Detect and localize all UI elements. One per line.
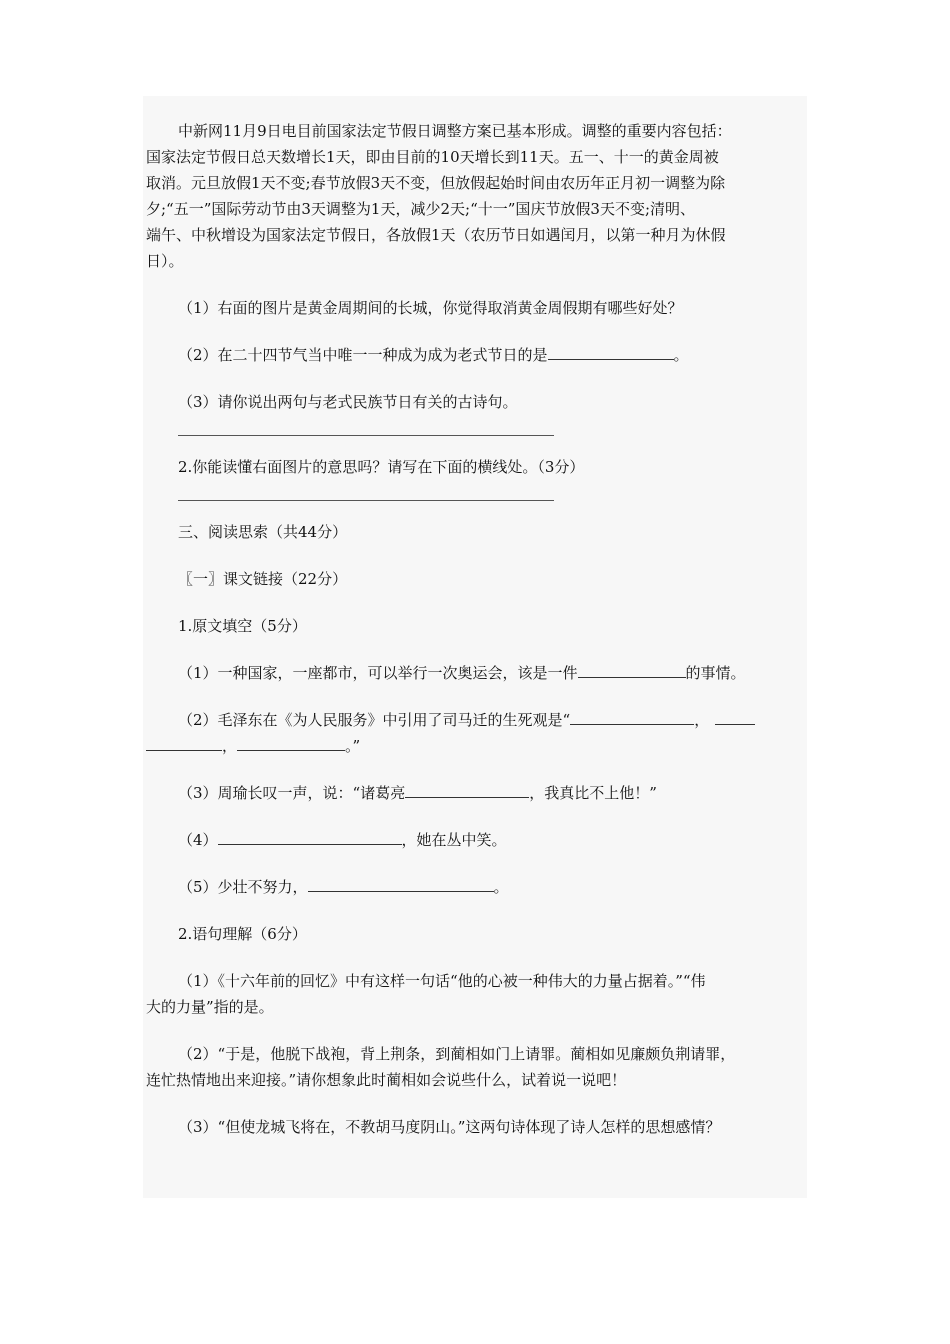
subsection-title-text-link: 〖一〗课文链接（22分） — [178, 570, 348, 588]
fill-question-1-end: 的事情。 — [685, 664, 746, 682]
understanding-question-3: （3）“但使龙城飞将在，不教胡马度阴山。”这两句诗体现了诗人怎样的思想感情？ — [178, 1118, 721, 1136]
question-holiday-benefits: （1）右面的图片是黄金周期间的长城，你觉得取消黄金周假期有哪些好处？ — [178, 299, 683, 317]
understanding-question-2-line-1: （2）“于是，他脱下战袍，背上荆条，到蔺相如门上请罪。蔺相如见廉颇负荆请罪， — [178, 1045, 736, 1063]
fill-in-title: 1.原文填空（5分） — [178, 617, 307, 635]
fill-question-5-text: （5）少壮不努力， — [178, 878, 308, 896]
fill-question-2-line-2 — [146, 733, 804, 759]
answer-line[interactable] — [178, 480, 554, 501]
fill-question-2-end: 。” — [345, 737, 361, 755]
sentence-understanding-title: 2.语句理解（6分） — [178, 925, 307, 943]
fill-question-3 — [146, 780, 804, 806]
fill-question-5 — [146, 874, 804, 900]
answer-blank[interactable] — [570, 708, 694, 725]
fill-question-4-text: （4） — [178, 831, 218, 849]
intro-line-3: 取消。元旦放假1天不变;春节放假3天不变，但放假起始时间由农历年正月初一调整为除 — [146, 174, 726, 192]
fill-question-4-end: ，她在丛中笑。 — [401, 831, 507, 849]
intro-paragraph — [146, 118, 804, 274]
question-ancient-poems: （3）请你说出两句与老式民族节日有关的古诗句。 — [178, 393, 518, 411]
fill-question-2-comma: ， — [694, 711, 710, 729]
answer-blank[interactable] — [237, 734, 345, 751]
fill-question-3-text: （3）周瑜长叹一声，说：“诸葛亮 — [178, 784, 406, 802]
question-solar-term — [146, 342, 804, 368]
intro-line-6: 日）。 — [146, 252, 184, 270]
intro-line-1: 中新网11月9日电目前国家法定节假日调整方案已基本形成。调整的重要内容包括： — [178, 122, 732, 140]
fill-question-5-end: 。 — [493, 878, 509, 896]
intro-line-4: 夕;“五一”国际劳动节由3天调整为1天，减少2天;“十一”国庆节放假3天不变;清明、 — [146, 200, 696, 218]
fill-question-1-text: （1）一种国家，一座都市，可以举行一次奥运会，该是一件 — [178, 664, 578, 682]
answer-line[interactable] — [178, 415, 554, 436]
fill-question-2-line-1 — [146, 707, 804, 733]
fill-question-1 — [146, 660, 804, 686]
answer-blank[interactable] — [548, 343, 674, 360]
intro-line-5: 端午、中秋增设为国家法定节假日，各放假1天（农历节日如遇闰月，以第一种月为休假 — [146, 226, 726, 244]
question-solar-term-end: 。 — [673, 346, 689, 364]
answer-blank[interactable] — [218, 828, 402, 845]
understanding-question-2-line-2: 连忙热情地出来迎接。”请你想象此时蔺相如会说些什么，试着说一说吧！ — [146, 1071, 627, 1089]
understanding-question-1-line-1: （1）《十六年前的回忆》中有这样一句话“他的心被一种伟大的力量占据着。”“伟 — [178, 972, 706, 990]
question-solar-term-text: （2）在二十四节气当中唯一一种成为成为老式节日的是 — [178, 346, 548, 364]
answer-blank[interactable] — [715, 708, 755, 725]
question-picture-meaning: 2.你能读懂右面图片的意思吗？请写在下面的横线处。（3分） — [178, 458, 585, 476]
intro-line-2: 国家法定节假日总天数增长1天，即由目前的10天增长到11天。五一、十一的黄金周被 — [146, 148, 719, 166]
document-content — [146, 118, 804, 1140]
fill-question-2 — [146, 707, 804, 759]
fill-question-3-end: ，我真比不上他！” — [529, 784, 657, 802]
answer-blank[interactable] — [308, 875, 494, 892]
answer-blank[interactable] — [146, 734, 222, 751]
fill-question-2-text: （2）毛泽东在《为人民服务》中引用了司马迁的生死观是“ — [178, 711, 571, 729]
fill-question-2-comma-2: ， — [222, 737, 238, 755]
understanding-question-2 — [146, 1041, 804, 1093]
answer-blank[interactable] — [578, 661, 686, 678]
answer-blank[interactable] — [405, 781, 529, 798]
section-title-reading: 三、阅读思索（共44分） — [178, 523, 348, 541]
understanding-question-1-line-2: 大的力量”指的是。 — [146, 998, 274, 1016]
understanding-question-1 — [146, 968, 804, 1020]
fill-question-4 — [146, 827, 804, 853]
